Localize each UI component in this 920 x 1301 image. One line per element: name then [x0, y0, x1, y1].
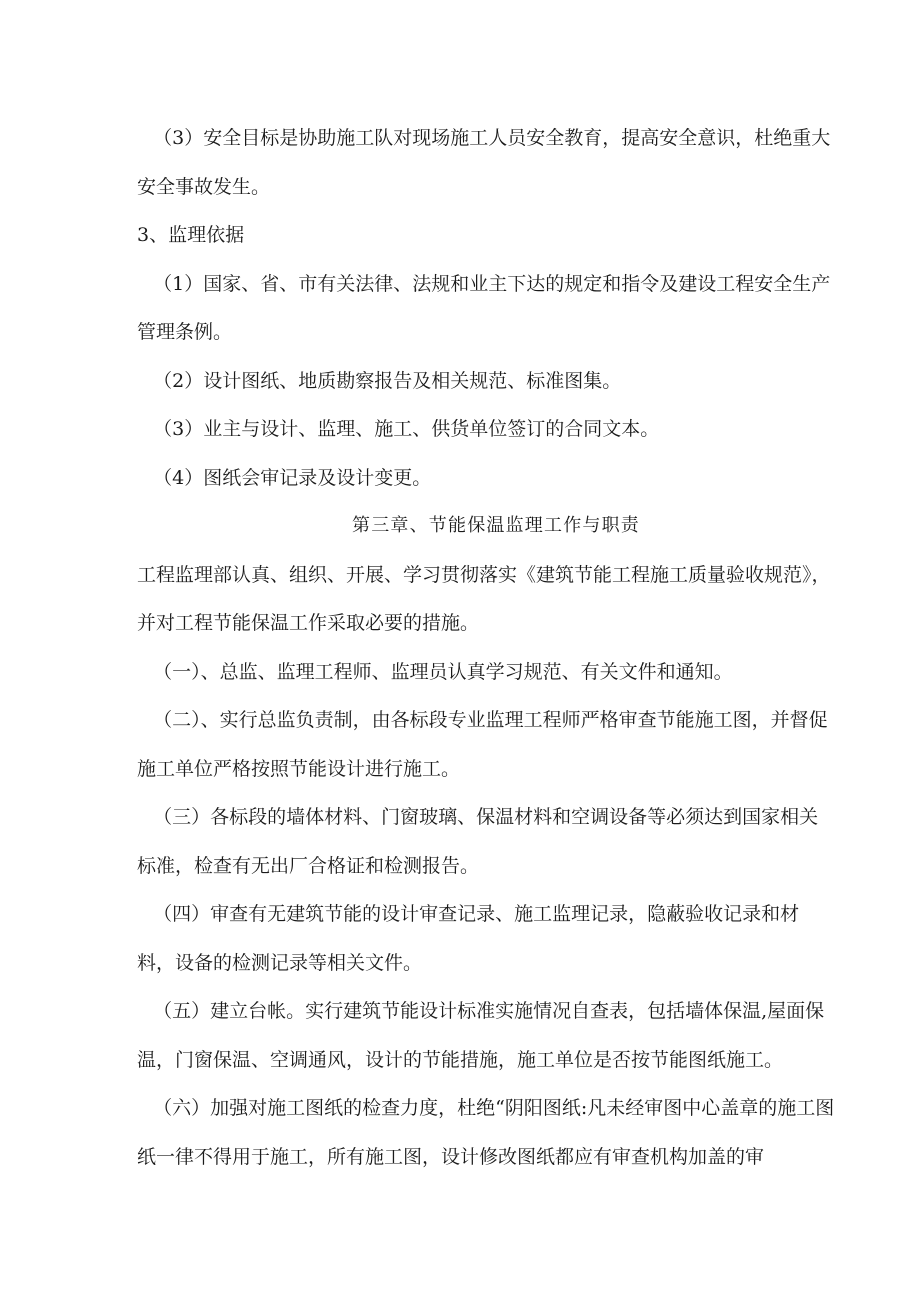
paragraph-basis-review-records: （4）图纸会审记录及设计变更。 [153, 466, 432, 489]
paragraph-safety-goal: （3）安全目标是协助施工队对现场施工人员安全教育，提高安全意识，杜绝重大安全事故发生。 [137, 127, 831, 198]
paragraph-item-6: （六）加强对施工图纸的检查力度，杜绝“阴阳图纸:凡未经审图中心盖章的施工图纸一律不得用于施工，所有施工图，设计修改图纸都应有审查机构加盖的审 [137, 1097, 835, 1168]
paragraph-item-1: （一）、总监、监理工程师、监理员认真学习规范、有关文件和通知。 [153, 660, 733, 683]
paragraph-item-2: （二）、实行总监负责制，由各标段专业监理工程师严格审查节能施工图，并督促施工单位严格按照节能设计进行施工。 [137, 709, 828, 780]
paragraph-item-4: （四）审查有无建筑节能的设计审查记录、施工监理记录，隐蔽验收记录和材料，设备的检测记录等相关文件。 [137, 903, 800, 974]
document-body [137, 114, 837, 1181]
paragraph-basis-laws: （1）国家、省、市有关法律、法规和业主下达的规定和指令及建设工程安全生产管理条例。 [137, 272, 831, 343]
paragraph-item-3: （三）各标段的墙体材料、门窗玻璃、保温材料和空调设备等必须达到国家相关标准，检查有无出厂合格证和检测报告。 [137, 806, 819, 877]
chapter-heading: 第三章、节能保温监理工作与职责 [352, 515, 640, 536]
paragraph-item-5: （五）建立台帐。实行建筑节能设计标准实施情况自查表，包括墙体保温,屋面保温，门窗保温、空调通风，设计的节能措施，施工单位是否按节能图纸施工。 [137, 1000, 825, 1071]
paragraph-chapter-intro: 工程监理部认真、组织、开展、学习贯彻落实《建筑节能工程施工质量验收规范》，并对工程节能保温工作采取必要的措施。 [137, 563, 831, 634]
paragraph-basis-drawings: （2）设计图纸、地质勘察报告及相关规范、标准图集。 [153, 369, 622, 392]
paragraph-basis-contracts: （3）业主与设计、监理、施工、供货单位签订的合同文本。 [153, 418, 660, 440]
section-heading-supervision-basis: 3、监理依据 [137, 224, 245, 246]
